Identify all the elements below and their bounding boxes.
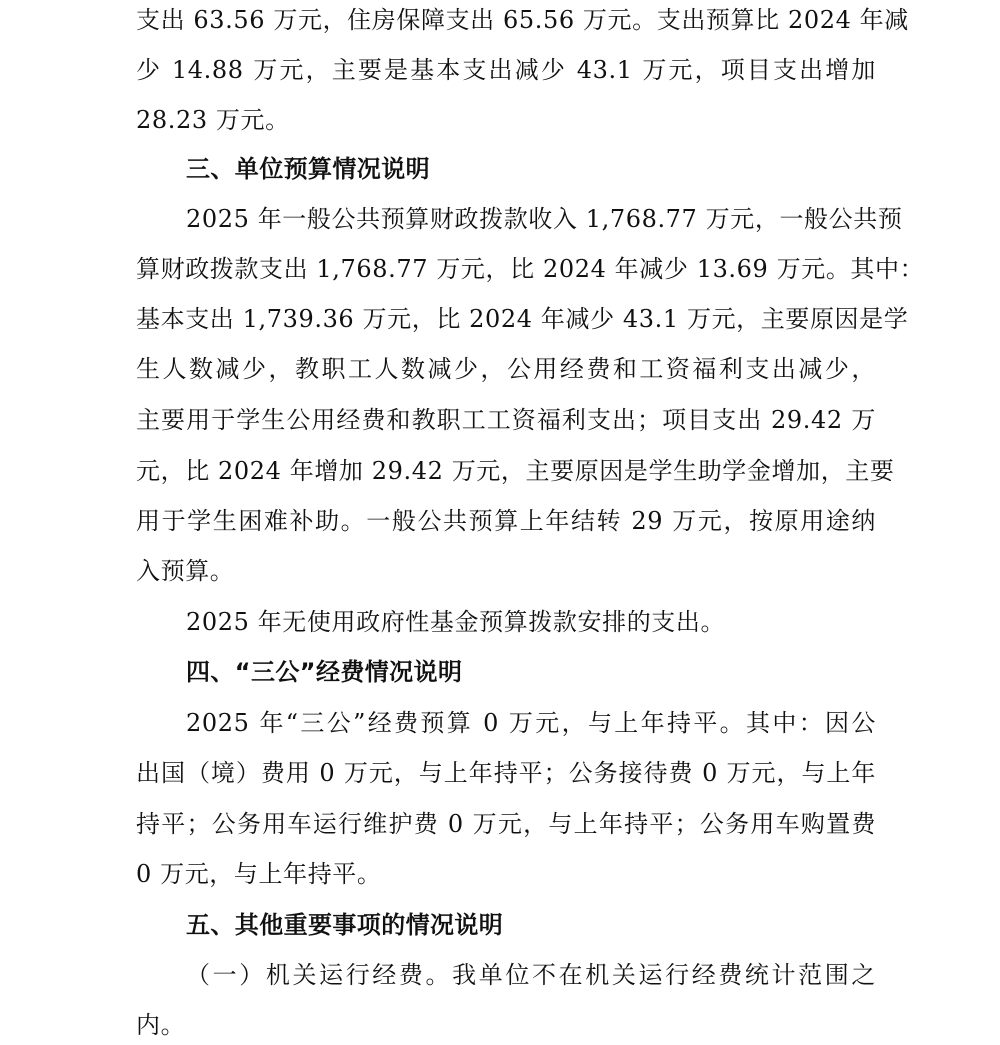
section-heading-unit-budget: 三、单位预算情况说明 — [186, 155, 430, 183]
paragraph-line: 2025 年无使用政府性基金预算拨款安排的支出。 — [186, 608, 726, 636]
paragraph-line: 2025 年“三公”经费预算 0 万元，与上年持平。其中：因公 — [186, 709, 876, 737]
paragraph-line: 少 14.88 万元，主要是基本支出减少 43.1 万元，项目支出增加 — [136, 56, 876, 84]
paragraph-line: 出国（境）费用 0 万元，与上年持平；公务接待费 0 万元，与上年 — [136, 759, 876, 787]
paragraph-line: 入预算。 — [136, 557, 235, 585]
paragraph-line: 用于学生困难补助。一般公共预算上年结转 29 万元，按原用途纳 — [136, 507, 876, 535]
paragraph-line: 生人数减少，教职工人数减少，公用经费和工资福利支出减少， — [136, 355, 876, 383]
paragraph-line: （一）机关运行经费。我单位不在机关运行经费统计范围之 — [186, 961, 876, 989]
paragraph-line: 支出 63.56 万元，住房保障支出 65.56 万元。支出预算比 2024 年减 — [136, 6, 909, 34]
paragraph-line: 2025 年一般公共预算财政拨款收入 1,768.77 万元，一般公共预 — [186, 205, 903, 233]
section-heading-three-public-expenses: 四、“三公”经费情况说明 — [186, 658, 463, 686]
section-heading-other-important-matters: 五、其他重要事项的情况说明 — [186, 911, 504, 939]
paragraph-line: 0 万元，与上年持平。 — [136, 860, 382, 888]
paragraph-line: 28.23 万元。 — [136, 106, 290, 134]
paragraph-line: 主要用于学生公用经费和教职工工资福利支出；项目支出 29.42 万 — [136, 406, 876, 434]
paragraph-line: 算财政拨款支出 1,768.77 万元，比 2024 年减少 13.69 万元。其中： — [136, 255, 925, 283]
paragraph-line: 元，比 2024 年增加 29.42 万元，主要原因是学生助学金增加，主要 — [136, 457, 895, 485]
paragraph-line: 内。 — [136, 1011, 186, 1039]
paragraph-line: 持平；公务用车运行维护费 0 万元，与上年持平；公务用车购置费 — [136, 810, 876, 838]
paragraph-line: 基本支出 1,739.36 万元，比 2024 年减少 43.1 万元，主要原因是学 — [136, 305, 909, 333]
